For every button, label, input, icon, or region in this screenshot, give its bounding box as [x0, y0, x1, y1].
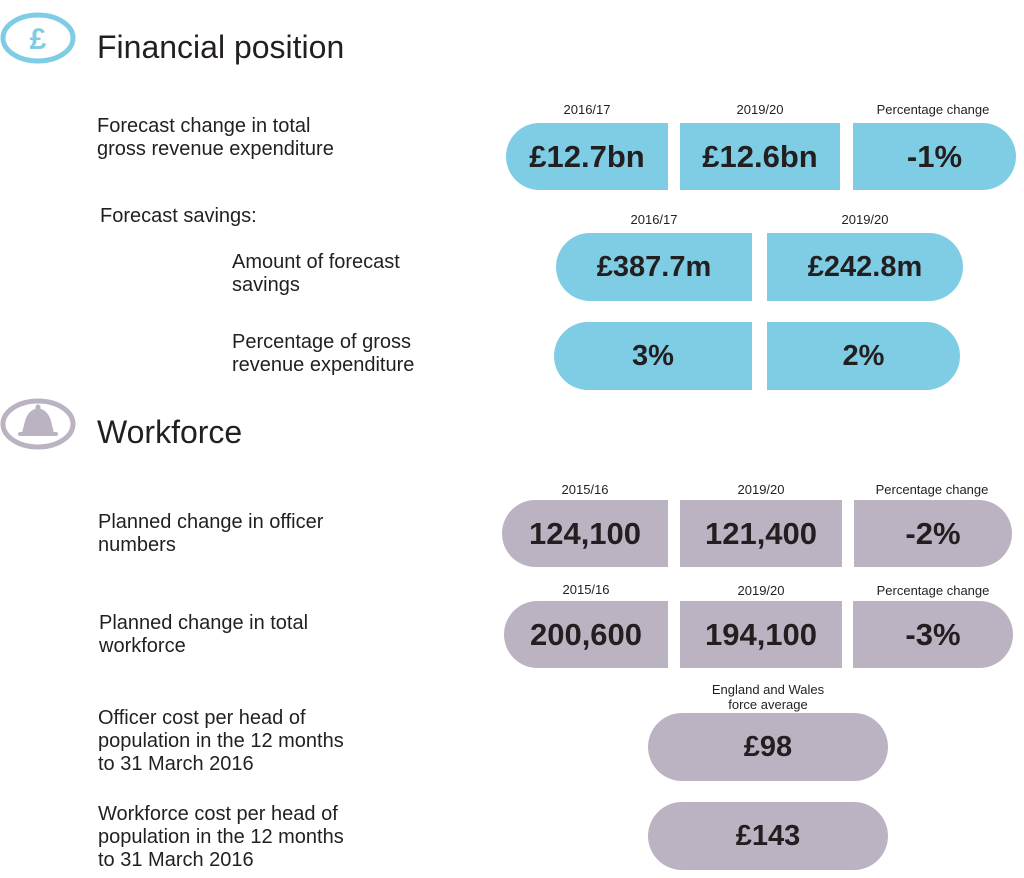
- row-label-savings-percentage: Percentage of gross revenue expenditure: [232, 331, 415, 376]
- column-header: 2016/17: [630, 212, 678, 227]
- row-label-total-workforce: Planned change in total workforce: [99, 612, 309, 657]
- row-label-officer-cost: Officer cost per head of population in the 12 months to 31 March 2016: [98, 707, 344, 775]
- row-label-workforce-cost: Workforce cost per head of population in the 12 months to 31 March 2016: [98, 803, 344, 871]
- row-label-revenue: Forecast change in total gross revenue expenditure: [97, 115, 334, 160]
- column-header: Percentage change: [876, 583, 990, 598]
- row-label-savings-amount: Amount of forecast savings: [232, 251, 400, 296]
- value-pill: 121,400: [680, 500, 842, 567]
- value-pill: -1%: [853, 123, 1016, 190]
- value-pill: 200,600: [504, 601, 668, 668]
- value-pill: £242.8m: [767, 233, 963, 301]
- value-pill: £12.6bn: [680, 123, 840, 190]
- column-header: 2019/20: [737, 482, 785, 497]
- value-pill: 3%: [554, 322, 752, 390]
- column-header: 2019/20: [736, 102, 784, 117]
- column-header: 2015/16: [561, 482, 609, 497]
- column-header: 2019/20: [841, 212, 889, 227]
- value-pill: 124,100: [502, 500, 668, 567]
- value-pill: 2%: [767, 322, 960, 390]
- svg-text:£: £: [29, 23, 47, 56]
- column-header: 2016/17: [563, 102, 611, 117]
- column-header: 2015/16: [562, 582, 610, 597]
- value-pill: 194,100: [680, 601, 842, 668]
- value-pill: -3%: [853, 601, 1013, 668]
- police-helmet-icon: [0, 396, 78, 452]
- section-title-financial: Financial position: [97, 29, 345, 65]
- savings-title: Forecast savings:: [100, 205, 257, 227]
- row-label-officers: Planned change in officer numbers: [98, 511, 324, 556]
- column-header: 2019/20: [737, 583, 785, 598]
- pound-icon: [0, 10, 78, 66]
- column-header: Percentage change: [875, 482, 989, 497]
- value-pill: £387.7m: [556, 233, 752, 301]
- value-pill: £98: [648, 713, 888, 781]
- value-pill: £12.7bn: [506, 123, 668, 190]
- value-pill: -2%: [854, 500, 1012, 567]
- column-header-average: England and Wales force average: [711, 682, 825, 712]
- section-title-workforce: Workforce: [97, 414, 243, 450]
- value-pill: £143: [648, 802, 888, 870]
- column-header: Percentage change: [876, 102, 990, 117]
